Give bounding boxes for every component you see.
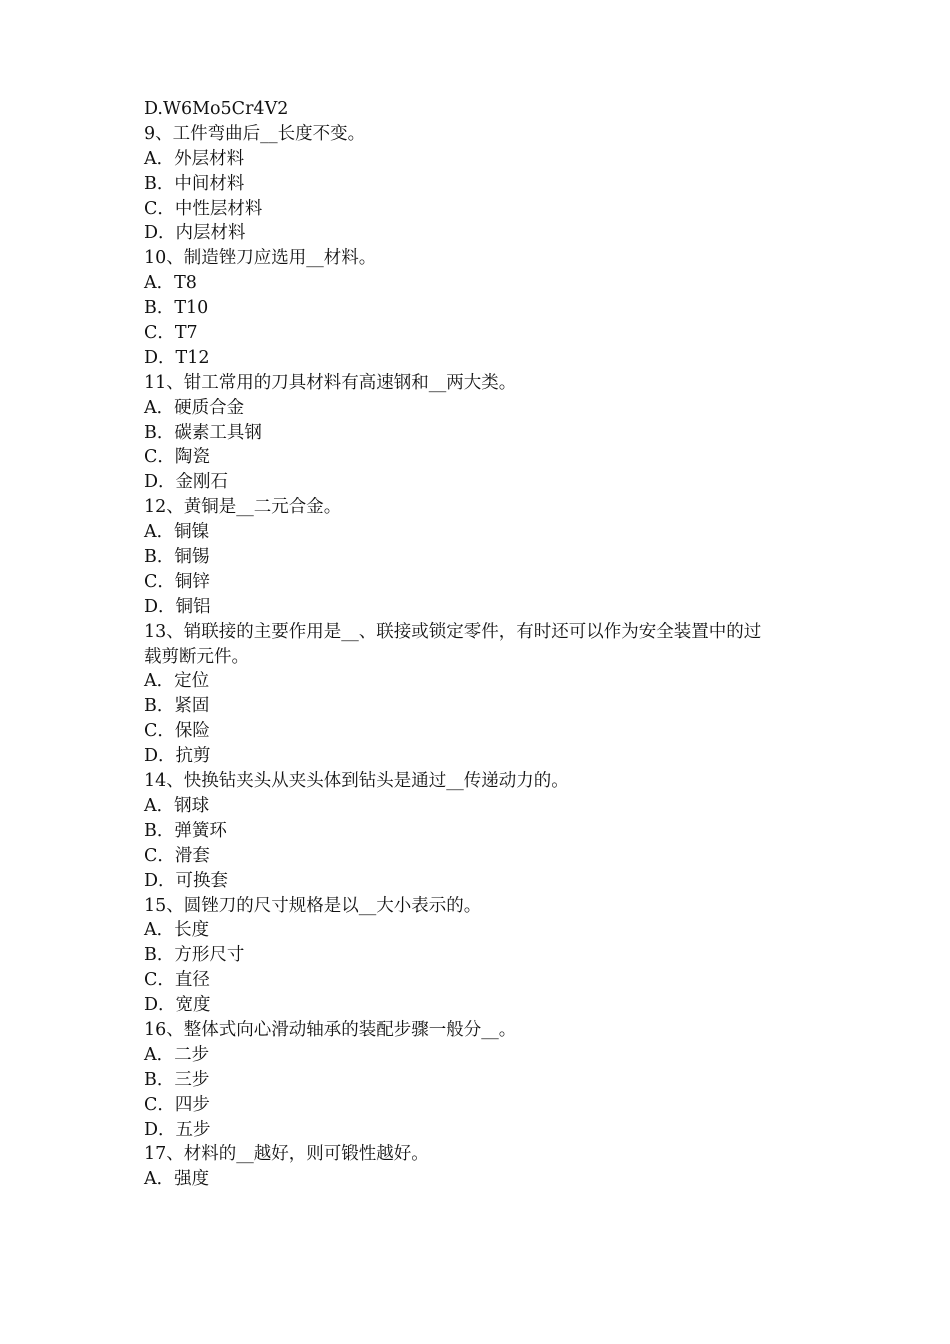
- option-d: D．内层材料: [144, 223, 246, 244]
- question-16: 16、整体式向心滑动轴承的装配步骤一般分__。: [144, 1019, 517, 1040]
- option-b: B．紧固: [144, 696, 210, 717]
- question-9: 9、工件弯曲后__长度不变。: [144, 123, 366, 144]
- option-d: D．金刚石: [144, 472, 229, 493]
- question-17: 17、材料的__越好，则可锻性越好。: [144, 1144, 429, 1165]
- option-c: C．中性层材料: [144, 198, 263, 219]
- option-d: D．五步: [144, 1119, 211, 1140]
- document-text: [144, 97, 824, 1192]
- option-b: B．T10: [144, 298, 209, 319]
- option-c: C．T7: [144, 323, 198, 344]
- option-c: C．滑套: [144, 845, 210, 866]
- question-10: 10、制造锉刀应选用__材料。: [144, 248, 377, 269]
- text-line: D.W6Mo5Cr4V2: [144, 99, 289, 119]
- option-b: B．中间材料: [144, 173, 245, 194]
- option-d: D．可换套: [144, 870, 229, 891]
- option-a: A．铜镍: [144, 522, 210, 543]
- option-c: C．铜锌: [144, 571, 210, 592]
- option-a: A．钢球: [144, 795, 210, 816]
- option-c: C．陶瓷: [144, 447, 210, 468]
- question-11: 11、钳工常用的刀具材料有高速钢和__两大类。: [144, 372, 517, 393]
- option-c: C．保险: [144, 721, 210, 742]
- option-c: C．四步: [144, 1094, 210, 1115]
- question-13: 13、销联接的主要作用是__、联接或锁定零件，有时还可以作为安全装置中的过: [144, 621, 762, 642]
- question-14: 14、快换钻夹头从夹头体到钻头是通过__传递动力的。: [144, 771, 569, 792]
- option-a: A．定位: [144, 671, 210, 692]
- option-a: A．强度: [144, 1169, 210, 1190]
- option-a: A．长度: [144, 920, 210, 941]
- option-d: D．宽度: [144, 995, 211, 1016]
- option-b: B．方形尺寸: [144, 945, 245, 966]
- option-a: A．硬质合金: [144, 397, 245, 418]
- option-b: B．碳素工具钢: [144, 422, 262, 443]
- option-d: D．抗剪: [144, 746, 211, 767]
- question-15: 15、圆锉刀的尺寸规格是以__大小表示的。: [144, 895, 482, 916]
- option-d: D．T12: [144, 347, 210, 368]
- option-c: C．直径: [144, 970, 210, 991]
- option-b: B．弹簧环: [144, 820, 227, 841]
- option-a: A．T8: [144, 273, 197, 294]
- option-b: B．三步: [144, 1069, 210, 1090]
- question-12: 12、黄铜是__二元合金。: [144, 497, 342, 518]
- question-13-continued: 载剪断元件。: [144, 646, 249, 667]
- option-a: A．二步: [144, 1044, 210, 1065]
- option-b: B．铜锡: [144, 547, 210, 568]
- option-d: D．铜铝: [144, 596, 211, 617]
- option-a: A．外层材料: [144, 148, 245, 169]
